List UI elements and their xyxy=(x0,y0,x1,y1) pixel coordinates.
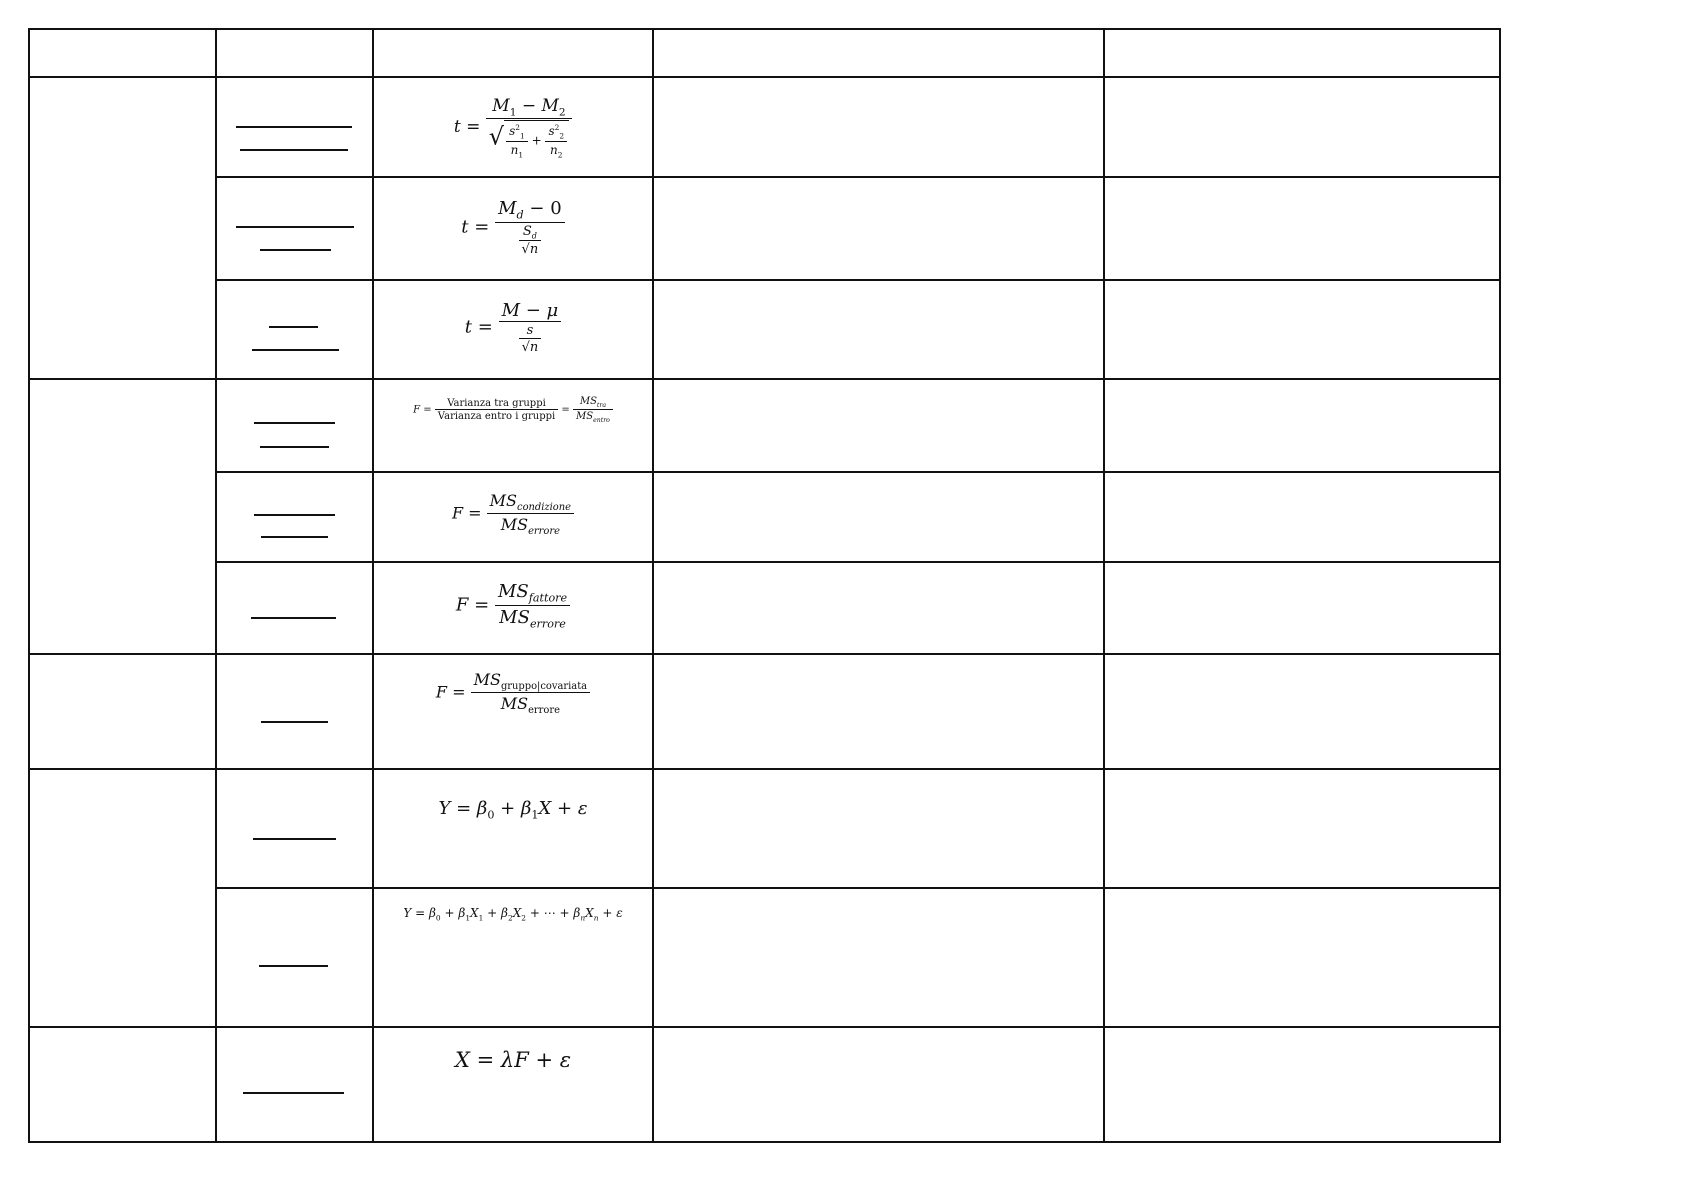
fill-in-line xyxy=(259,965,328,967)
formula-t-one-sample: t = $\frac{M - \mu}{\frac{s}{√n}}$ xyxy=(374,300,652,355)
table-row xyxy=(29,1027,1500,1142)
formula-simple-regression: $Y = \beta_0 + \beta_1X + \varepsilon$ xyxy=(438,798,588,822)
answer-cell[interactable] xyxy=(1104,1027,1500,1142)
answer-cell[interactable] xyxy=(1104,562,1500,654)
sub-entro: entro xyxy=(593,417,610,424)
name-blank-cell[interactable] xyxy=(216,1027,373,1142)
name-blank-cell[interactable] xyxy=(216,888,373,1027)
fill-in-line xyxy=(236,226,354,228)
name-blank-cell[interactable] xyxy=(216,77,373,177)
fill-in-line xyxy=(253,838,336,840)
varianza-tra-label: Varianza tra gruppi xyxy=(447,398,546,409)
worksheet-table xyxy=(28,28,1501,1143)
formula-cell xyxy=(373,654,653,769)
formula-f-factorial: F = $\frac{MS_{fattore}}{MS_{errore}}$ xyxy=(374,581,652,630)
formula-cell xyxy=(373,77,653,177)
table-row xyxy=(29,654,1500,769)
formula-t-two-samples: t = $M_1 - M_2$ √ $\frac{s^2_1}{n_1}$ + $\frac{s^2_2}{n_2}$ xyxy=(374,96,652,159)
varianza-entro-label: Varianza entro i gruppi xyxy=(435,409,558,422)
fill-in-line xyxy=(260,249,331,251)
formula-t-paired: t = $\frac{M_d - 0}{\frac{S_d}{√n}}$ xyxy=(374,198,652,257)
name-blank-cell[interactable] xyxy=(216,562,373,654)
group-label-cell xyxy=(29,77,216,379)
answer-cell[interactable] xyxy=(653,562,1104,654)
fill-in-line xyxy=(240,149,348,151)
answer-cell[interactable] xyxy=(653,472,1104,562)
sub-gruppo-covariata: gruppo|covariata xyxy=(500,681,588,693)
sub-fattore: fattore xyxy=(528,591,568,605)
name-blank-cell[interactable] xyxy=(216,472,373,562)
group-label-cell xyxy=(29,379,216,654)
sub-errore: errore xyxy=(529,617,566,631)
answer-cell[interactable] xyxy=(1104,77,1500,177)
table-row xyxy=(29,379,1500,472)
table-row xyxy=(29,769,1500,888)
group-label-cell xyxy=(29,654,216,769)
answer-cell[interactable] xyxy=(1104,654,1500,769)
answer-cell[interactable] xyxy=(653,77,1104,177)
formula-cell xyxy=(373,379,653,472)
fill-in-line xyxy=(269,326,318,328)
formula-cell xyxy=(373,1027,653,1142)
answer-cell[interactable] xyxy=(1104,888,1500,1027)
name-blank-cell[interactable] xyxy=(216,280,373,379)
name-blank-cell[interactable] xyxy=(216,769,373,888)
formula-multiple-regression: $Y = \beta_0 + \beta_1X_1 + \beta_2X_2$ + ⋯ + $\beta_nX_n + \varepsilon$ xyxy=(403,906,623,923)
header-cell xyxy=(653,29,1104,77)
header-cell xyxy=(29,29,216,77)
formula-factor-model: X = λF + ε xyxy=(454,1048,572,1072)
formula-cell xyxy=(373,769,653,888)
answer-cell[interactable] xyxy=(653,177,1104,280)
name-blank-cell[interactable] xyxy=(216,379,373,472)
header-cell xyxy=(216,29,373,77)
formula-cell xyxy=(373,177,653,280)
answer-cell[interactable] xyxy=(653,280,1104,379)
table-row xyxy=(29,280,1500,379)
answer-cell[interactable] xyxy=(1104,177,1500,280)
formula-f-ancova: F = $\frac{MS_{gruppo|covariata}}{MS_{errore}}$ xyxy=(374,670,652,716)
group-label-cell xyxy=(29,769,216,1027)
sub-condizione: condizione xyxy=(517,502,572,514)
fill-in-line xyxy=(254,422,335,424)
fill-in-line xyxy=(254,514,335,516)
formula-cell xyxy=(373,472,653,562)
formula-f-repeated: F = $\frac{MS_{condizione}}{MS_{errore}}$ xyxy=(374,491,652,537)
answer-cell[interactable] xyxy=(653,654,1104,769)
sub-tra: tra xyxy=(596,402,607,409)
formula-cell xyxy=(373,562,653,654)
header-cell xyxy=(1104,29,1500,77)
answer-cell[interactable] xyxy=(653,769,1104,888)
answer-cell[interactable] xyxy=(653,888,1104,1027)
group-label-cell xyxy=(29,1027,216,1142)
table-row xyxy=(29,177,1500,280)
formula-cell xyxy=(373,280,653,379)
fill-in-line xyxy=(252,349,339,351)
header-row xyxy=(29,29,1500,77)
fill-in-line xyxy=(261,536,328,538)
fill-in-line xyxy=(261,721,328,723)
table-row xyxy=(29,888,1500,1027)
answer-cell[interactable] xyxy=(653,1027,1104,1142)
sub-errore: errore xyxy=(528,705,560,717)
answer-cell[interactable] xyxy=(1104,472,1500,562)
fill-in-line xyxy=(251,617,336,619)
answer-cell[interactable] xyxy=(1104,769,1500,888)
fill-in-line xyxy=(236,126,352,128)
answer-cell[interactable] xyxy=(1104,379,1500,472)
fill-in-line xyxy=(260,446,329,448)
name-blank-cell[interactable] xyxy=(216,177,373,280)
formula-cell xyxy=(373,888,653,1027)
fill-in-line xyxy=(243,1092,344,1094)
formula-f-between-within: F = $\frac{\text{Varianza tra gruppi}}{\text{Varianza entro i gruppi}}$ = $\frac{MS_{tra}}{MS_{entro}}$ xyxy=(374,396,652,424)
sub-errore: errore xyxy=(528,526,560,538)
table-row xyxy=(29,77,1500,177)
answer-cell[interactable] xyxy=(1104,280,1500,379)
header-cell xyxy=(373,29,653,77)
table-row xyxy=(29,472,1500,562)
table-row xyxy=(29,562,1500,654)
name-blank-cell[interactable] xyxy=(216,654,373,769)
answer-cell[interactable] xyxy=(653,379,1104,472)
